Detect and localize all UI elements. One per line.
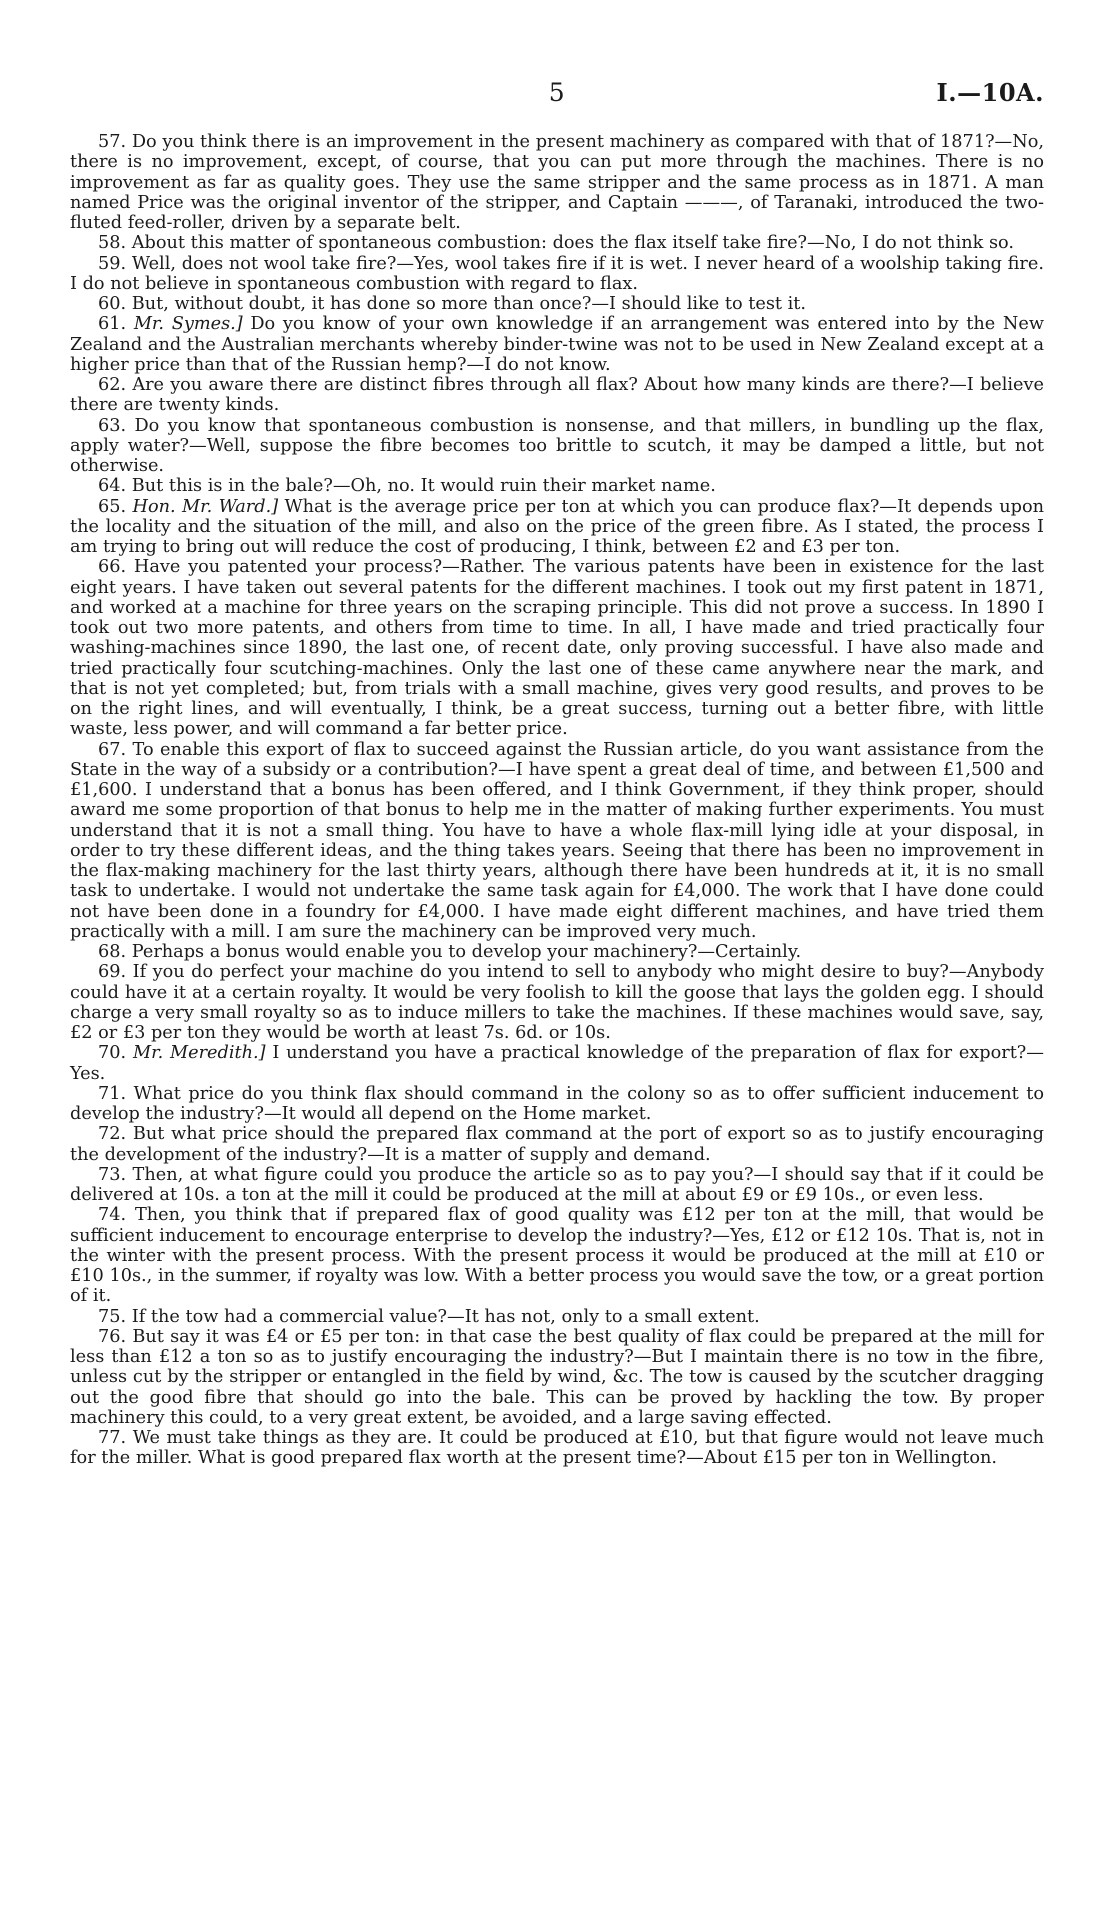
question-64: [70, 476, 1044, 496]
question-60: [70, 294, 1044, 314]
question-text: Do you know that spontaneous combustion is nonsense, and that millers, in bundling up the flax, apply water?—Well, suppose the fibre becomes too brittle to scutch, it may be damped a little, but not otherwise.: [70, 415, 1044, 476]
question-number: 66.: [98, 557, 134, 578]
question-text: We must take things as they are. It could be produced at £10, but that figure would not leave much for the miller. What is good prepared flax worth at the present time?—About £15 per ton in Wellington.: [70, 1428, 1044, 1469]
question-58: [70, 233, 1044, 253]
question-number: 71.: [98, 1083, 134, 1104]
question-number: 65.: [98, 496, 133, 517]
question-text: I understand you have a practical knowledge of the preparation of flax for export?—Yes.: [70, 1043, 1044, 1084]
question-number: 76.: [98, 1326, 133, 1347]
question-62: [70, 375, 1044, 416]
page-number: 5: [548, 78, 566, 107]
question-text: Then, you think that if prepared flax of good quality was £12 per ton at the mill, that would be sufficient inducement to encourage enterprise to develop the industry?—Yes, £12 or £12 10s. That is, not in the winter with the present process. With the present process it would be produced at the mill at £10 or £10 10s., in the summer, if royalty was low. With a better process you would save the tow, or a great portion of it.: [70, 1205, 1044, 1307]
question-number: 70.: [98, 1043, 133, 1064]
question-67: [70, 740, 1044, 943]
question-number: 58.: [98, 233, 132, 254]
question-number: 74.: [98, 1205, 135, 1226]
question-text: What is the average price per ton at which you can produce flax?—It depends upon the locality and the situation of the mill, and also on the price of the green fibre. As I stated, the process I am trying to bring out will reduce the cost of producing, I think, between £2 and £3 per ton.: [70, 496, 1044, 557]
speaker-label: Mr. Symes.]: [133, 314, 243, 335]
question-text: Are you aware there are distinct fibres through all flax? About how many kinds are there?—I believe there are twenty kinds.: [70, 375, 1044, 416]
question-57: [70, 132, 1044, 233]
speaker-label: Hon. Mr. Ward.]: [132, 496, 279, 517]
question-number: 72.: [98, 1124, 133, 1145]
question-text: But what price should the prepared flax command at the port of export so as to justify encouraging the development of the industry?—It is a matter of supply and demand.: [70, 1124, 1044, 1165]
question-number: 67.: [98, 739, 133, 760]
question-text: To enable this export of flax to succeed against the Russian article, do you want assistance from the State in the way of a subsidy or a contribution?—I have spent a great deal of time, and between £1,500 and £1,600. I understand that a bonus has been offered, and I think Government, if they think proper, should award me some proportion of that bonus to help me in the matter of making further experiments. You must understand that it is not a small thing. You have to have a whole flax-mill lying idle at your disposal, in order to try these different ideas, and the thing takes years. Seeing that there has been no improvement in the flax-making machinery for the last thirty years, although there have been hundreds at it, it is no small task to undertake. I would not undertake the same task again for £4,000. The work that I have done could not have been done in a foundry for £4,000. I have made eight different machines, and have tried them practically with a mill. I am sure the machinery can be improved very much.: [70, 739, 1044, 942]
question-number: 60.: [98, 294, 132, 314]
question-number: 59.: [98, 253, 132, 274]
question-77: [70, 1428, 1044, 1469]
question-72: [70, 1124, 1044, 1165]
document-page: [70, 0, 1044, 1922]
question-text: Do you know of your own knowledge if an arrangement was entered into by the New Zealand and the Australian merchants whereby binder-twine was not to be used in New Zealand except at a higher price than that of the Russian hemp?—I do not know.: [70, 314, 1044, 375]
question-text: Have you patented your process?—Rather. The various patents have been in existence for the last eight years. I have taken out several patents for the different machines. I took out my first patent in 1871, and worked at a machine for three years on the scraping principle. This did not prove a success. In 1890 I took out two more patents, and others from time to time. In all, I have made and tried practically four washing-machines since 1890, the last one, of recent date, only proving successful. I have also made and tried practically four scutching-machines. Only the last one of these came anywhere near the mark, and that is not yet completed; but, from trials with a small machine, gives very good results, and proves to be on the right lines, and will eventually, I think, be a great success, turning out a better fibre, with little waste, less power, and will command a far better price.: [70, 557, 1044, 740]
question-65: [70, 497, 1044, 558]
document-reference: I.—10A.: [936, 78, 1044, 107]
question-66: [70, 557, 1044, 739]
question-number: 68.: [98, 942, 132, 962]
question-74: [70, 1205, 1044, 1306]
question-number: 61.: [98, 314, 134, 335]
question-number: 69.: [98, 962, 133, 983]
question-59: [70, 254, 1044, 295]
question-text: But say it was £4 or £5 per ton: in that case the best quality of flax could be prepared at the mill for less than £12 a ton so as to justify encouraging the industry?—But I maintain there is no tow in the fibre, unless cut by the stripper or entangled in the field by wind, &c. The tow is caused by the scutcher dragging out the good fibre that should go into the bale. This can be proved by hackling the tow. By proper machinery this could, to a very great extent, be avoided, and a large saving effected.: [70, 1326, 1044, 1428]
question-75: [70, 1307, 1044, 1327]
question-63: [70, 416, 1044, 477]
question-text: About this matter of spontaneous combustion: does the flax itself take fire?—No, I do not think so.: [131, 233, 1014, 254]
question-number: 57.: [98, 132, 132, 152]
question-70: [70, 1043, 1044, 1084]
question-text: If the tow had a commercial value?—It has not, only to a small extent.: [131, 1306, 760, 1327]
question-number: 62.: [98, 375, 133, 395]
question-text: If you do perfect your machine do you intend to sell to anybody who might desire to buy?—Anybody could have it at a certain royalty. It would be very foolish to kill the goose that lays the golden egg. I should charge a very small royalty so as to induce millers to take the machines. If these machines would save, say, £2 or £3 per ton they would be worth at least 7s. 6d. or 10s.: [70, 962, 1044, 1043]
question-text: But this is in the bale?—Oh, no. It would ruin their market name.: [131, 476, 716, 497]
question-73: [70, 1165, 1044, 1206]
question-number: 75.: [98, 1306, 132, 1327]
question-number: 63.: [98, 415, 135, 436]
question-68: [70, 942, 1044, 962]
question-text: Then, at what figure could you produce the article so as to pay you?—I should say that if it could be delivered at 10s. a ton at the mill it could be produced at the mill at about £9 or £9 10s., or even less.: [70, 1164, 1044, 1205]
question-76: [70, 1327, 1044, 1428]
question-text: Perhaps a bonus would enable you to develop your machinery?—Certainly.: [131, 942, 802, 962]
question-text: Well, does not wool take fire?—Yes, wool takes fire if it is wet. I never heard of a woolship taking fire. I do not believe in spontaneous combustion with regard to flax.: [70, 253, 1044, 294]
question-number: 77.: [98, 1428, 133, 1448]
question-number: 64.: [98, 476, 132, 497]
page-header: [70, 0, 1044, 120]
question-69: [70, 962, 1044, 1043]
question-text: But, without doubt, it has done so more than once?—I should like to test it.: [131, 294, 807, 314]
speaker-label: Mr. Meredith.]: [132, 1043, 266, 1064]
evidence-body: [70, 132, 1044, 1469]
question-71: [70, 1084, 1044, 1125]
question-61: [70, 314, 1044, 375]
question-text: Do you think there is an improvement in the present machinery as compared with that of 1871?—No, there is no improvement, except, of course, that you can put more through the machines. There is no improvement as far as quality goes. They use the same stripper and the same process as in 1871. A man named Price was the original inventor of the stripper, and Captain ———, of Taranaki, introduced the two-fluted feed-roller, driven by a separate belt.: [70, 132, 1044, 233]
question-number: 73.: [98, 1164, 133, 1185]
question-text: What price do you think flax should command in the colony so as to offer sufficient inducement to develop the industry?—It would all depend on the Home market.: [70, 1083, 1044, 1124]
